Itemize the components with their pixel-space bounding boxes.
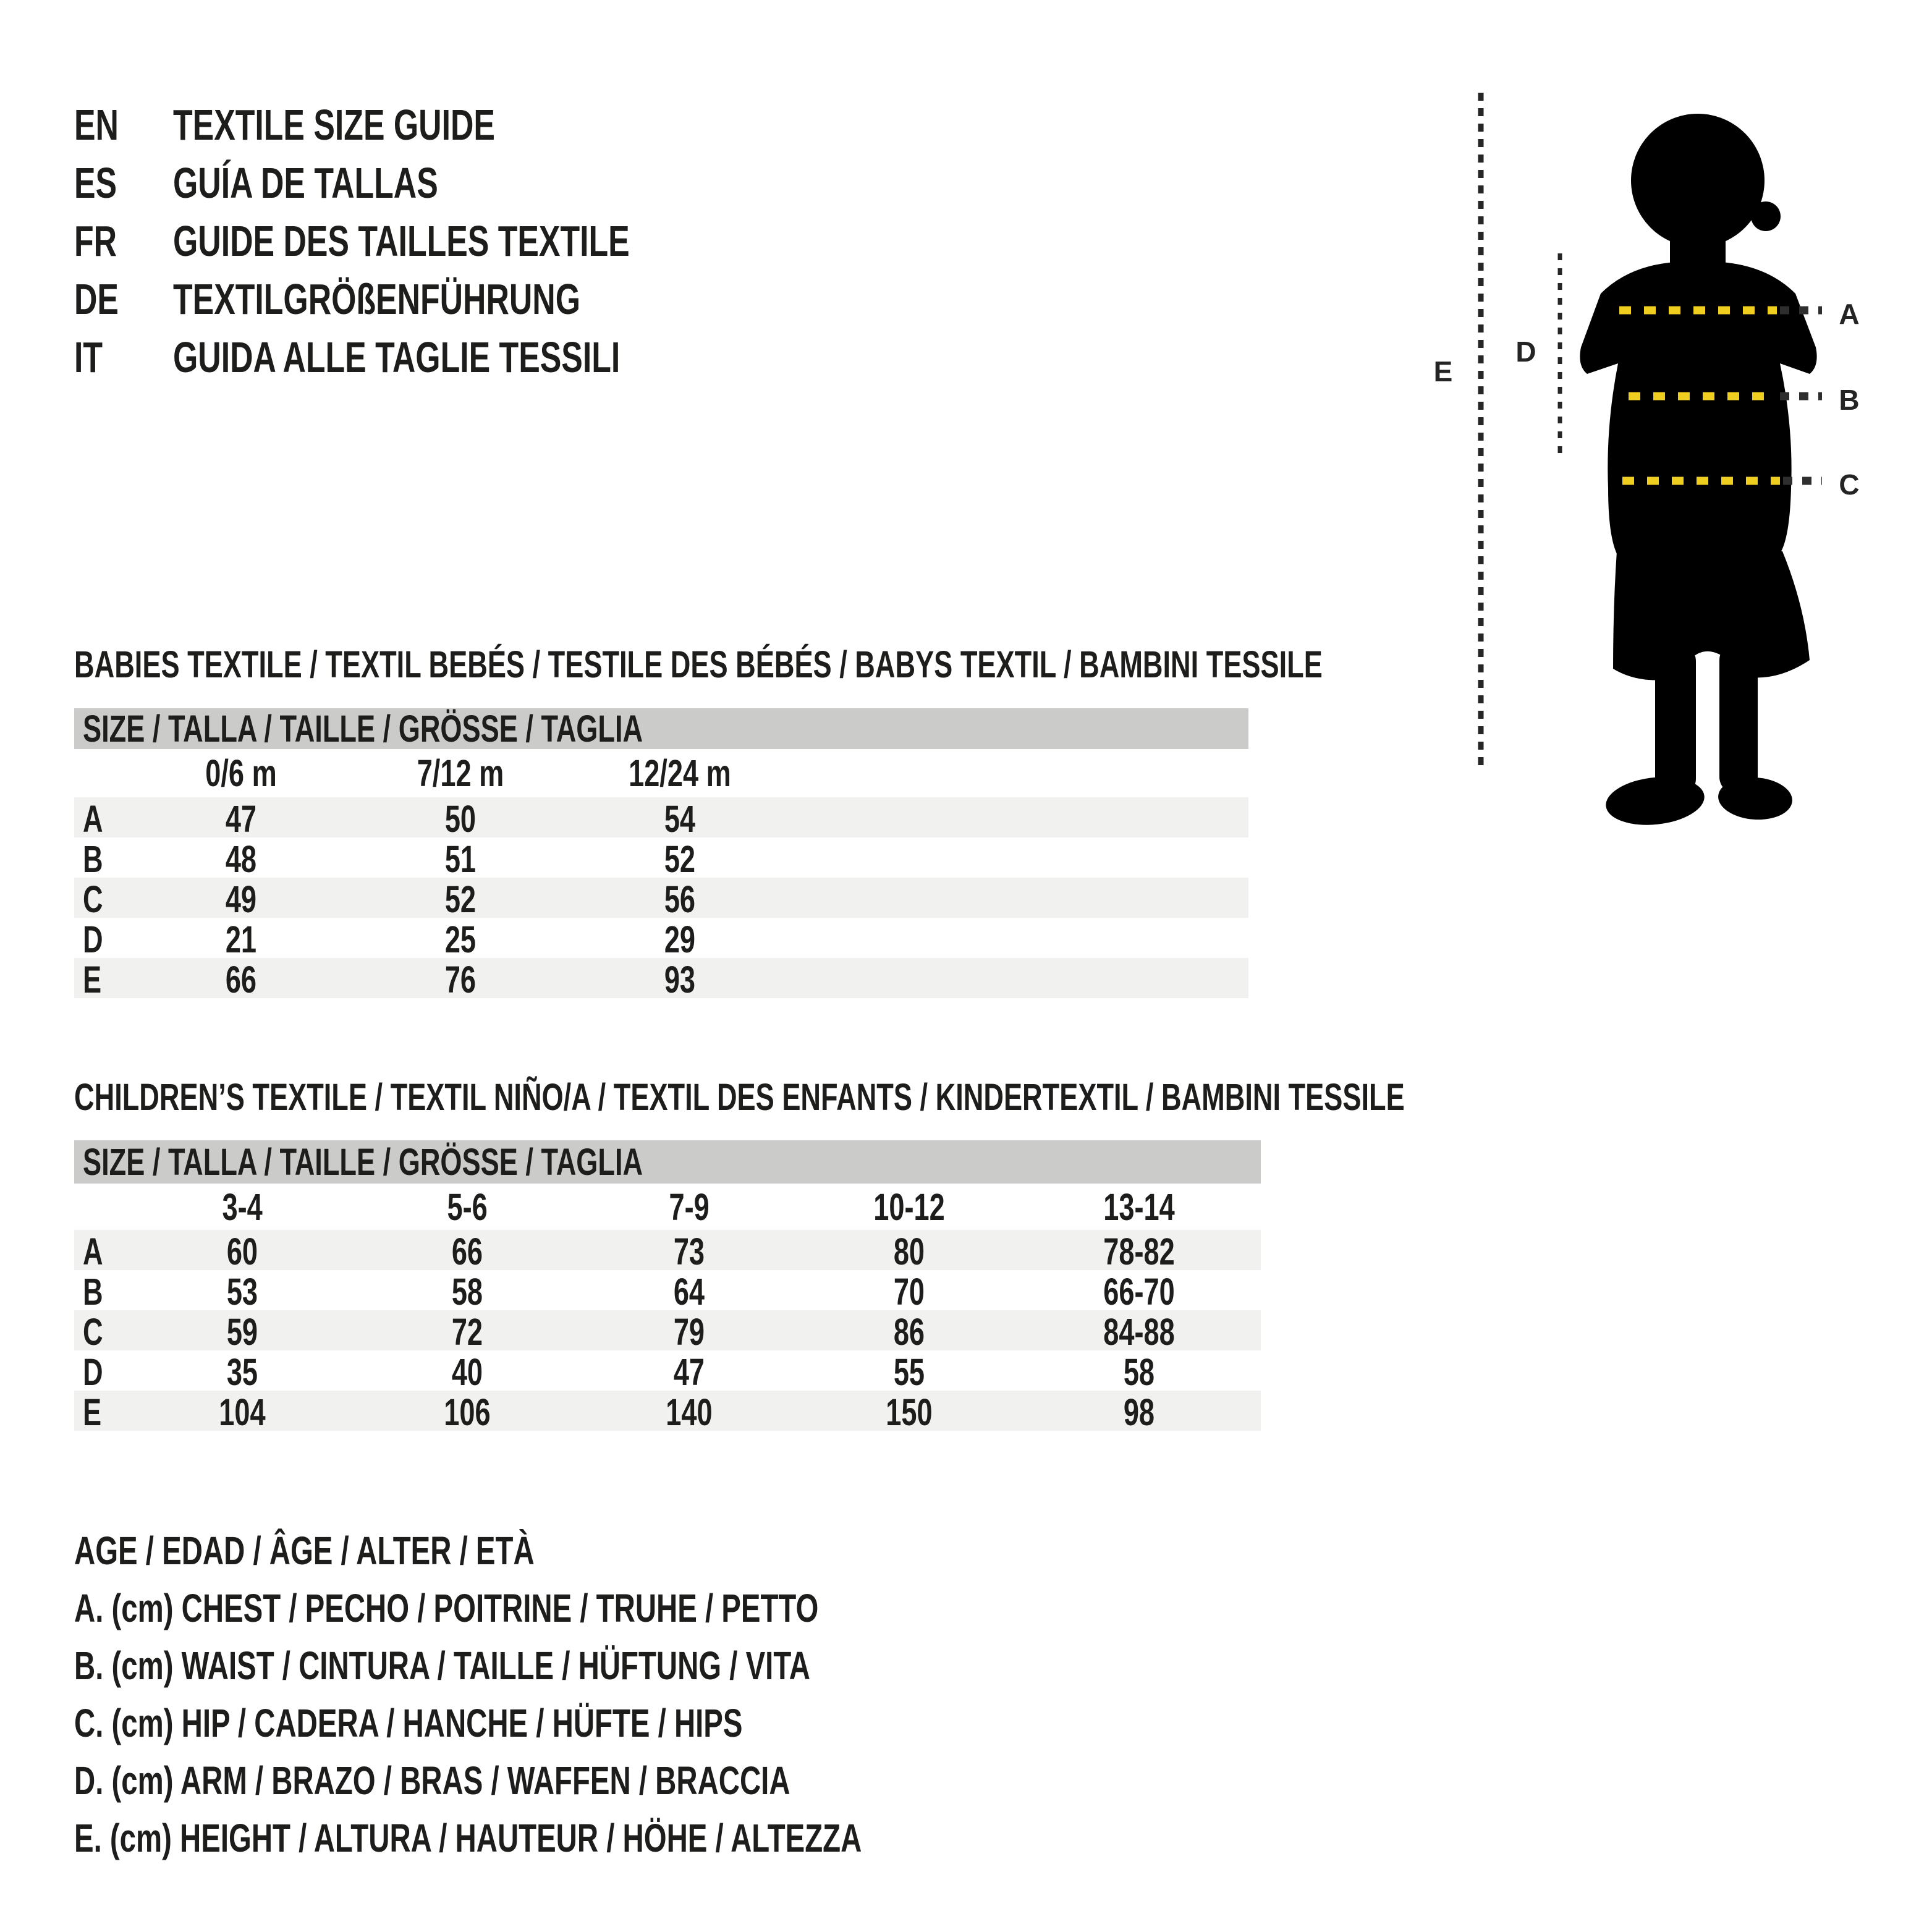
row-label: B bbox=[83, 838, 103, 880]
height-label: E bbox=[1433, 355, 1453, 388]
guide-title-en: TEXTILE SIZE GUIDE bbox=[173, 101, 495, 149]
cell: 76 bbox=[444, 959, 477, 1001]
language-row-it bbox=[74, 328, 790, 386]
column-header: 12/24 m bbox=[629, 752, 731, 794]
cell: 58 bbox=[1123, 1351, 1155, 1393]
cell: 84-88 bbox=[1103, 1311, 1175, 1353]
column-header: 10-12 bbox=[873, 1185, 945, 1228]
table-row bbox=[74, 918, 1248, 958]
guide-title-it: GUIDA ALLE TAGLIE TESSILI bbox=[173, 333, 621, 381]
column-header: 0/6 m bbox=[205, 752, 277, 794]
cell: 78-82 bbox=[1103, 1231, 1175, 1273]
cell: 80 bbox=[893, 1231, 925, 1273]
cell: 93 bbox=[664, 959, 696, 1001]
table-row bbox=[74, 958, 1248, 1001]
table-row bbox=[74, 837, 1248, 878]
legend-line-age: AGE / EDAD / ÂGE / ALTER / ETÀ bbox=[74, 1528, 535, 1573]
cell: 50 bbox=[444, 798, 477, 840]
cell: 52 bbox=[444, 878, 477, 920]
row-label: C bbox=[83, 878, 103, 920]
babies-column-header-row bbox=[74, 749, 1248, 797]
cell: 66-70 bbox=[1103, 1271, 1175, 1313]
guide-title-fr: GUIDE DES TAILLES TEXTILE bbox=[173, 217, 630, 265]
cell: 86 bbox=[893, 1311, 925, 1353]
cell: 150 bbox=[886, 1391, 933, 1433]
column-header: 7/12 m bbox=[417, 752, 504, 794]
language-row-de bbox=[74, 270, 790, 328]
table-row bbox=[74, 1230, 1261, 1273]
language-code: DE bbox=[74, 275, 119, 323]
cell: 47 bbox=[225, 798, 257, 840]
table-row bbox=[74, 1270, 1261, 1313]
hip-label: C bbox=[1839, 468, 1860, 501]
language-title-list bbox=[74, 96, 790, 386]
column-header: 5-6 bbox=[447, 1185, 488, 1228]
row-label: D bbox=[83, 1351, 103, 1393]
language-row-fr bbox=[74, 212, 790, 270]
cell: 66 bbox=[225, 959, 257, 1001]
legend-line-chest: A. (cm) CHEST / PECHO / POITRINE / TRUHE / PETTO bbox=[74, 1585, 819, 1630]
cell: 58 bbox=[451, 1271, 483, 1313]
children-size-table bbox=[74, 1140, 1261, 1431]
cell: 56 bbox=[664, 878, 696, 920]
guide-title-de: TEXTILGRÖßENFÜHRUNG bbox=[173, 275, 580, 323]
children-column-header-row bbox=[74, 1184, 1261, 1230]
cell: 54 bbox=[664, 798, 696, 840]
language-row-es bbox=[74, 154, 790, 212]
column-header: 7-9 bbox=[669, 1185, 710, 1228]
row-label: E bbox=[83, 959, 102, 1001]
language-row-en bbox=[74, 96, 790, 154]
language-code: ES bbox=[74, 159, 117, 207]
table-row bbox=[74, 797, 1248, 840]
table-row bbox=[74, 1350, 1261, 1391]
cell: 21 bbox=[225, 918, 257, 960]
row-label: A bbox=[83, 1231, 103, 1273]
row-label: E bbox=[83, 1391, 102, 1433]
language-code: EN bbox=[74, 101, 119, 149]
empty-corner-cell bbox=[74, 1184, 158, 1230]
row-label: C bbox=[83, 1311, 103, 1353]
table-row bbox=[74, 1391, 1261, 1431]
cell: 49 bbox=[225, 878, 257, 920]
legend-line-arm: D. (cm) ARM / BRAZO / BRAS / WAFFEN / BRACCIA bbox=[74, 1758, 790, 1803]
babies-size-header-bar: SIZE / TALLA / TAILLE / GRÖSSE / TAGLIA bbox=[74, 708, 1248, 749]
waist-label: B bbox=[1839, 384, 1860, 416]
cell: 60 bbox=[226, 1231, 258, 1273]
table-row bbox=[74, 878, 1248, 918]
language-code: FR bbox=[74, 217, 117, 265]
table-row bbox=[74, 1310, 1261, 1353]
cell: 53 bbox=[226, 1271, 258, 1313]
legend-line-waist: B. (cm) WAIST / CINTURA / TAILLE / HÜFTUNG / VITA bbox=[74, 1643, 810, 1688]
empty-corner-cell bbox=[74, 749, 158, 797]
children-size-header-bar: SIZE / TALLA / TAILLE / GRÖSSE / TAGLIA bbox=[74, 1140, 1261, 1184]
row-label: B bbox=[83, 1271, 103, 1313]
cell: 35 bbox=[226, 1351, 258, 1393]
cell: 72 bbox=[451, 1311, 483, 1353]
cell: 47 bbox=[673, 1351, 705, 1393]
measurement-legend bbox=[74, 1522, 1138, 1866]
cell: 55 bbox=[893, 1351, 925, 1393]
row-label: D bbox=[83, 918, 103, 960]
cell: 59 bbox=[226, 1311, 258, 1353]
legend-line-hip: C. (cm) HIP / CADERA / HANCHE / HÜFTE / HIPS bbox=[74, 1700, 743, 1745]
cell: 79 bbox=[673, 1311, 705, 1353]
child-silhouette-icon bbox=[1580, 114, 1816, 829]
arm-label: D bbox=[1515, 336, 1536, 368]
cell: 48 bbox=[225, 838, 257, 880]
cell: 40 bbox=[451, 1351, 483, 1393]
cell: 104 bbox=[219, 1391, 266, 1433]
cell: 51 bbox=[444, 838, 477, 880]
measurement-diagram bbox=[1409, 62, 1932, 834]
children-section-heading: CHILDREN’S TEXTILE / TEXTIL NIÑO/A / TEXTIL DES ENFANTS / KINDERTEXTIL / BAMBINI TESSILE bbox=[74, 1076, 1405, 1118]
babies-section-heading: BABIES TEXTILE / TEXTIL BEBÉS / TESTILE DES BÉBÉS / BABYS TEXTIL / BAMBINI TESSILE bbox=[74, 643, 1323, 685]
column-header: 3-4 bbox=[222, 1185, 263, 1228]
cell: 98 bbox=[1123, 1391, 1155, 1433]
babies-size-table bbox=[74, 708, 1248, 1001]
language-code: IT bbox=[74, 333, 103, 381]
guide-title-es: GUÍA DE TALLAS bbox=[173, 159, 438, 207]
row-label: A bbox=[83, 798, 103, 840]
cell: 64 bbox=[673, 1271, 705, 1313]
legend-line-height: E. (cm) HEIGHT / ALTURA / HAUTEUR / HÖHE / ALTEZZA bbox=[74, 1815, 862, 1860]
column-header: 13-14 bbox=[1103, 1185, 1175, 1228]
cell: 25 bbox=[444, 918, 477, 960]
cell: 106 bbox=[444, 1391, 491, 1433]
cell: 70 bbox=[893, 1271, 925, 1313]
chest-label: A bbox=[1839, 298, 1860, 330]
cell: 29 bbox=[664, 918, 696, 960]
cell: 66 bbox=[451, 1231, 483, 1273]
cell: 140 bbox=[666, 1391, 713, 1433]
cell: 52 bbox=[664, 838, 696, 880]
cell: 73 bbox=[673, 1231, 705, 1273]
